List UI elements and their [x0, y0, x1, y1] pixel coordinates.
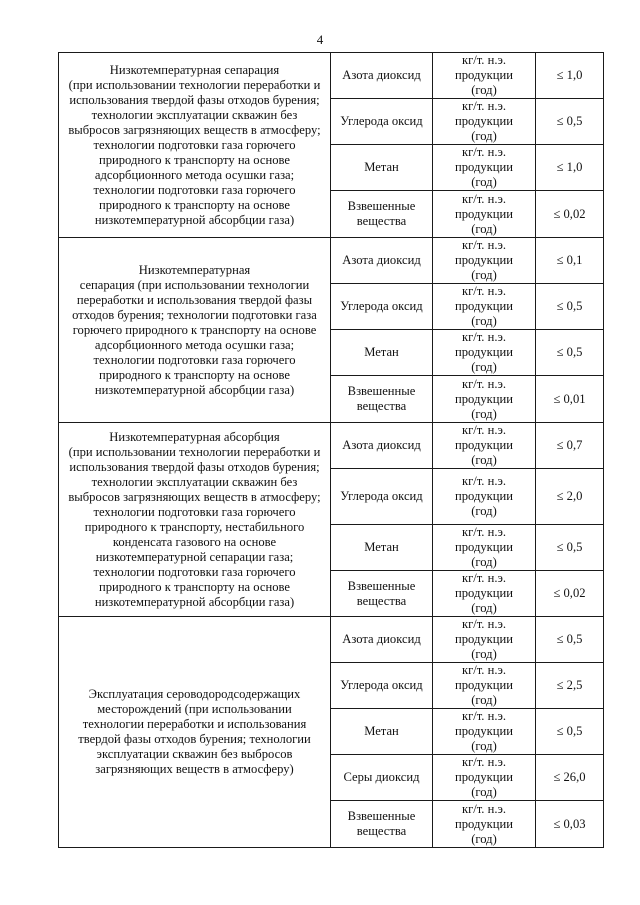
pollutant-cell: Метан [331, 145, 433, 191]
table-row [59, 53, 604, 99]
limit-value-cell: ≤ 0,5 [536, 284, 604, 330]
unit-cell: кг/т. н.э. продукции (год) [433, 376, 536, 423]
pollutant-cell: Углерода оксид [331, 469, 433, 525]
limit-value-cell: ≤ 0,02 [536, 571, 604, 617]
unit-cell: кг/т. н.э. продукции (год) [433, 53, 536, 99]
unit-cell: кг/т. н.э. продукции (год) [433, 525, 536, 571]
pollutant-cell: Азота диоксид [331, 53, 433, 99]
emission-norms-table [58, 52, 604, 848]
limit-value-cell: ≤ 0,01 [536, 376, 604, 423]
pollutant-cell: Азота диоксид [331, 617, 433, 663]
pollutant-cell: Метан [331, 525, 433, 571]
unit-cell: кг/т. н.э. продукции (год) [433, 469, 536, 525]
limit-value-cell: ≤ 0,02 [536, 191, 604, 238]
unit-cell: кг/т. н.э. продукции (год) [433, 423, 536, 469]
process-cell: Низкотемпературная сепарация (при использовании технологии переработки и использования твердой фазы отходов бурения; технологии эксплуатации скважин без выбросов загрязняющих веществ в атмосферу; технологии подготовки газа горючего природного к транспорту на основе адсорбционного метода осушки газа; технологии подготовки газа горючего природного к транспорту на основе низкотемпературной абсорбции газа) [59, 53, 331, 238]
unit-cell: кг/т. н.э. продукции (год) [433, 617, 536, 663]
unit-cell: кг/т. н.э. продукции (год) [433, 99, 536, 145]
pollutant-cell: Азота диоксид [331, 238, 433, 284]
limit-value-cell: ≤ 2,5 [536, 663, 604, 709]
limit-value-cell: ≤ 1,0 [536, 53, 604, 99]
process-cell: Эксплуатация сероводородсодержащих месторождений (при использовании технологии переработки и использования твердой фазы отходов бурения; технологии эксплуатации скважин без выбросов загрязняющих веществ в атмосферу) [59, 617, 331, 848]
limit-value-cell: ≤ 2,0 [536, 469, 604, 525]
unit-cell: кг/т. н.э. продукции (год) [433, 284, 536, 330]
table-row [59, 617, 604, 663]
process-cell: Низкотемпературная абсорбция (при использовании технологии переработки и использования твердой фазы отходов бурения; технологии эксплуатации скважин без выбросов загрязняющих веществ в атмосферу; технологии подготовки газа горючего природного к транспорту, нестабильного конденсата газового на основе низкотемпературной сепарации газа; технологии подготовки газа горючего природного к транспорту на основе низкотемпературной абсорбции газа) [59, 423, 331, 617]
limit-value-cell: ≤ 0,7 [536, 423, 604, 469]
limit-value-cell: ≤ 26,0 [536, 755, 604, 801]
pollutant-cell: Взвешенные вещества [331, 571, 433, 617]
pollutant-cell: Азота диоксид [331, 423, 433, 469]
unit-cell: кг/т. н.э. продукции (год) [433, 571, 536, 617]
pollutant-cell: Углерода оксид [331, 99, 433, 145]
pollutant-cell: Метан [331, 330, 433, 376]
unit-cell: кг/т. н.э. продукции (год) [433, 755, 536, 801]
pollutant-cell: Углерода оксид [331, 284, 433, 330]
pollutant-cell: Взвешенные вещества [331, 191, 433, 238]
unit-cell: кг/т. н.э. продукции (год) [433, 191, 536, 238]
pollutant-cell: Взвешенные вещества [331, 376, 433, 423]
limit-value-cell: ≤ 0,03 [536, 801, 604, 848]
process-cell: Низкотемпературная сепарация (при использовании технологии переработки и использования твердой фазы отходов бурения; технологии подготовки газа горючего природного к транспорту на основе адсорбционного метода осушки газа; технологии подготовки газа горючего природного к транспорту на основе низкотемпературной абсорбции газа) [59, 238, 331, 423]
limit-value-cell: ≤ 0,5 [536, 525, 604, 571]
limit-value-cell: ≤ 0,5 [536, 330, 604, 376]
limit-value-cell: ≤ 0,5 [536, 99, 604, 145]
page-number: 4 [316, 32, 324, 47]
pollutant-cell: Серы диоксид [331, 755, 433, 801]
unit-cell: кг/т. н.э. продукции (год) [433, 145, 536, 191]
limit-value-cell: ≤ 0,5 [536, 617, 604, 663]
unit-cell: кг/т. н.э. продукции (год) [433, 709, 536, 755]
limit-value-cell: ≤ 1,0 [536, 145, 604, 191]
table-row [59, 423, 604, 469]
pollutant-cell: Взвешенные вещества [331, 801, 433, 848]
pollutant-cell: Метан [331, 709, 433, 755]
table-row [59, 238, 604, 284]
limit-value-cell: ≤ 0,1 [536, 238, 604, 284]
pollutant-cell: Углерода оксид [331, 663, 433, 709]
limit-value-cell: ≤ 0,5 [536, 709, 604, 755]
unit-cell: кг/т. н.э. продукции (год) [433, 663, 536, 709]
unit-cell: кг/т. н.э. продукции (год) [433, 801, 536, 848]
unit-cell: кг/т. н.э. продукции (год) [433, 238, 536, 284]
unit-cell: кг/т. н.э. продукции (год) [433, 330, 536, 376]
